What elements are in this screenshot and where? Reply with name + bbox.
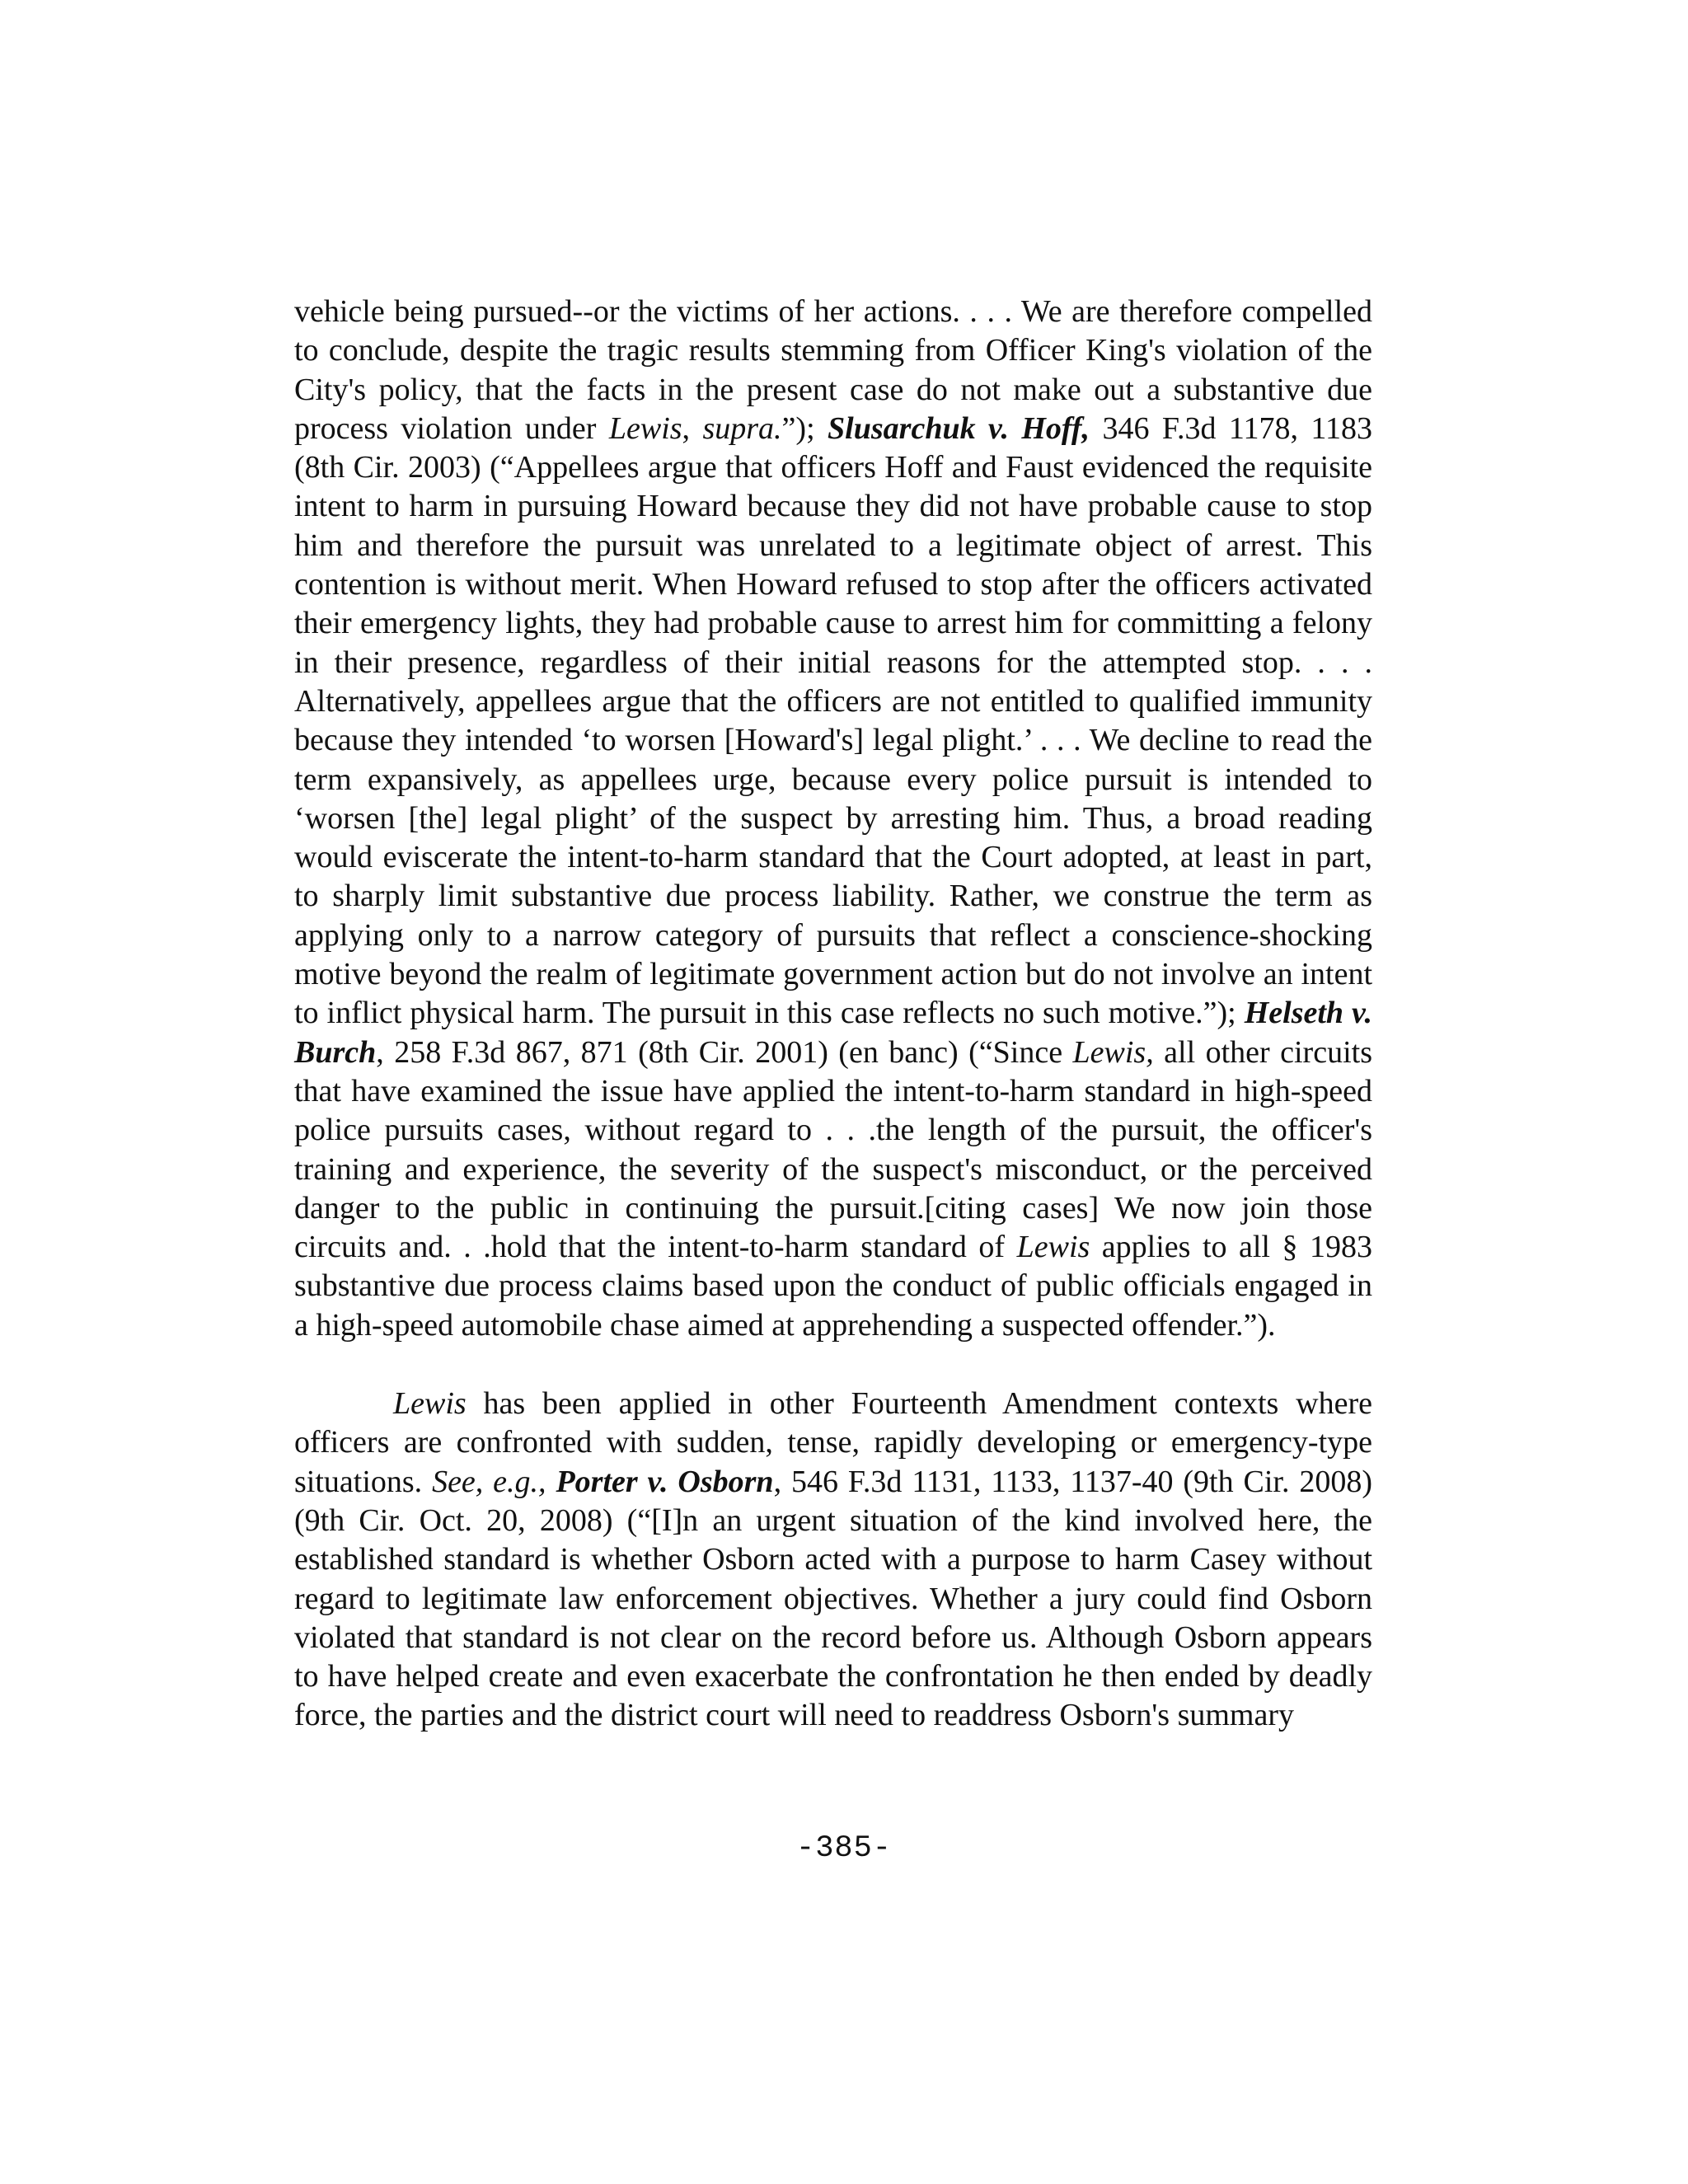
text-run: 346 F.3d 1178, 1183 (8th Cir. 2003) (“Appellees argue that officers Hoff and Faust evidenced the requisite intent to harm in pursuing Howard because they did not have probable cause to stop him and therefore the pursuit was unrelated to a legitimate object of arrest. This contention is without merit. When Howard refused to stop after the officers activated their emergency lights, they had probable cause to arrest him for committing a felony in their presence, regardless of their initial reasons for the attempted stop. . . . Alternatively, appellees argue that the officers are not entitled to qualified immunity because they intended ‘to worsen [Howard's] legal plight.’ . . . We decline to read the term expansively, as appellees urge, because every police pursuit is intended to ‘worsen [the] legal plight’ of the suspect by arresting him. Thus, a broad reading would eviscerate the intent-to-harm standard that the Court adopted, at least in part, to sharply limit substantive due process liability. Rather, we construe the term as applying only to a narrow category of pursuits that reflect a conscience-shocking motive beyond the realm of legitimate government action but do not involve an intent to inflict physical harm. The pursuit in this case reflects no such motive.”);: [294, 410, 1373, 1031]
body-text: [294, 293, 1372, 1736]
text-run: applies to all § 1983 substantive due process claims based upon the conduct of public officials engaged in a high-speed automobile chase aimed at apprehending a suspected offender.”).: [294, 1230, 1372, 1343]
text-run: , 546 F.3d 1131, 1133, 1137-40 (9th Cir. 2008) (9th Cir. Oct. 20, 2008) (“[I]n an urgent situation of the kind involved here, the established standard is whether Osborn acted with a purpose to harm Casey without regard to legitimate law enforcement objectives. Whether a jury could find Osborn violated that standard is not clear on the record before us. Although Osborn appears to have helped create and even exacerbate the confrontation he then ended by deadly force, the parties and the district court will need to readdress Osborn's summary: [294, 1464, 1373, 1733]
text-run: ,: [682, 410, 703, 446]
page-number: -385-: [795, 1831, 893, 1866]
paragraph-2: [294, 1385, 1372, 1736]
supra-italic: supra.: [702, 410, 782, 446]
case-name-slusarchuk: Slusarchuk v. Hoff,: [828, 410, 1090, 446]
text-run: all other circuits that have examined the issue have applied the intent-to-harm standard in high-speed police pursuits cases, without regard to . . .the length of the pursuit, the officer's training and experience, the severity of the suspect's misconduct, or the perceived danger to the public in continuing the pursuit.[citing cases] We now join those circuits and. . .hold that the intent-to-harm standard of: [294, 1034, 1372, 1265]
case-reference-italic: Lewis: [1016, 1230, 1090, 1265]
case-reference-italic: Lewis,: [1072, 1034, 1154, 1070]
paragraph-1: [294, 293, 1372, 1345]
text-run: vehicle being pursued--or the victims of her actions. . . . We are therefore compelled to conclude, despite the tragic results stemming from Officer King's violation of the City's policy, that the facts in the present case do not make out a substantive due process violation under: [294, 294, 1372, 446]
signal-italic: See, e.g.,: [432, 1464, 546, 1499]
text-run: has been applied in other Fourteenth Amendment contexts where officers are confronted with sudden, tense, rapidly developing or emergency-type situations.: [294, 1386, 1372, 1499]
case-reference-italic: Lewis: [393, 1386, 467, 1422]
text-run: [546, 1465, 556, 1499]
case-name-helseth: Helseth v. Burch: [294, 996, 1372, 1070]
text-run: ”);: [781, 410, 828, 446]
case-name-porter: Porter v. Osborn: [556, 1464, 774, 1499]
text-run: , 258 F.3d 867, 871 (8th Cir. 2001) (en banc) (“Since: [376, 1034, 1073, 1070]
case-reference-italic: Lewis: [608, 410, 682, 446]
